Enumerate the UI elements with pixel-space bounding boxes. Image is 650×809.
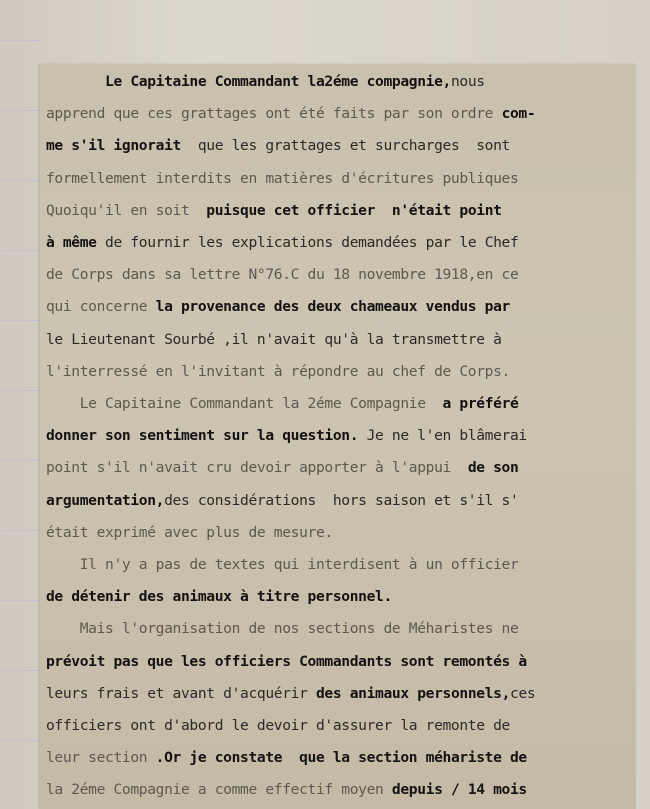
bold-text-run: depuis / 14 mois — [391, 781, 527, 799]
ruled-line — [0, 40, 42, 41]
bold-text-run: prévoit pas que les officiers Commandants sont remontés à — [46, 652, 527, 670]
text-run: Le Capitaine Commandant la 2éme Compagnie — [46, 395, 443, 412]
text-run: formellement interdits en matières d'écritures publiques — [46, 169, 519, 187]
text-line — [46, 653, 586, 671]
bold-text-run: me s'il ignorait — [46, 137, 181, 155]
text-run: ces — [510, 684, 536, 702]
text-run: qui concerne — [46, 298, 156, 316]
text-line — [46, 749, 586, 767]
bold-text-run: donner son sentiment sur la question. — [46, 427, 359, 445]
text-run: l'interressé en l'invitant à répondre au chef de Corps. — [46, 362, 510, 380]
bold-text-run: puisque cet officier n'était point — [206, 201, 502, 219]
text-run: la 2éme Compagnie a comme effectif moyen — [46, 781, 392, 799]
text-run: Il n'y a pas de textes qui interdisent à un officier — [46, 556, 519, 573]
text-line — [46, 170, 586, 188]
ruled-line — [0, 670, 42, 671]
text-line — [46, 492, 586, 510]
text-run: nous — [450, 73, 485, 90]
text-line — [46, 395, 586, 413]
text-run: le Lieutenant Sourbé ,il n'avait qu'à la transmettre à — [46, 330, 502, 348]
text-run: point s'il n'avait cru devoir apporter à l'appui — [46, 459, 468, 477]
bold-text-run: com- — [501, 105, 536, 123]
text-line — [46, 105, 586, 123]
bold-text-run: .Or je constate que la section méhariste de — [155, 749, 527, 767]
ruled-line — [0, 600, 42, 601]
text-line — [46, 298, 586, 316]
text-run: des considérations hors saison et s'il s' — [164, 491, 519, 509]
text-line — [46, 363, 586, 381]
text-line — [46, 427, 586, 445]
text-run — [46, 73, 105, 90]
text-run: était exprimé avec plus de mesure. — [46, 523, 333, 541]
ruled-line — [0, 250, 42, 251]
bold-text-run: a préféré — [442, 395, 519, 412]
text-line — [46, 266, 586, 284]
text-line — [46, 331, 586, 349]
text-run: leur section — [46, 749, 156, 767]
text-run: apprend que ces grattages ont été faits par son ordre — [46, 105, 502, 123]
text-line — [46, 73, 586, 91]
ruled-line — [0, 740, 42, 741]
text-run: de fournir les explications demandées par le Chef — [96, 234, 519, 251]
bold-text-run: Le Capitaine Commandant la2éme compagnie, — [105, 73, 451, 90]
text-run: Je ne l'en blâmerai — [358, 427, 527, 445]
bold-text-run: à même — [46, 234, 97, 251]
text-run: Quoiqu'il en soit — [46, 201, 207, 219]
text-line — [46, 137, 586, 155]
text-run: officiers ont d'abord le devoir d'assurer la remonte de — [46, 717, 510, 734]
ruled-line — [0, 530, 42, 531]
text-run: que les grattages et surcharges sont — [180, 137, 510, 155]
bold-text-run: des animaux personnels, — [315, 684, 511, 702]
text-line — [46, 685, 586, 703]
text-run: Mais l'organisation de nos sections de Méharistes ne — [46, 620, 519, 638]
bold-text-run: argumentation, — [46, 491, 165, 509]
text-line — [46, 202, 586, 220]
ruled-line — [0, 320, 42, 321]
text-run: leurs frais et avant d'acquérir — [46, 684, 316, 702]
text-run: de Corps dans sa lettre N°76.C du 18 novembre 1918,en ce — [46, 266, 519, 284]
text-line — [46, 234, 586, 252]
text-line — [46, 524, 586, 542]
text-line — [46, 620, 586, 638]
bold-text-run: de son — [467, 459, 519, 477]
text-line — [46, 717, 586, 735]
text-line — [46, 588, 586, 606]
ruled-line — [0, 110, 42, 111]
ruled-line — [0, 460, 42, 461]
text-line — [46, 556, 586, 574]
bold-text-run: la provenance des deux chameaux vendus par — [155, 298, 510, 316]
ruled-line — [0, 390, 42, 391]
ruled-line — [0, 180, 42, 181]
text-line — [46, 459, 586, 477]
text-line — [46, 781, 586, 799]
bold-text-run: de détenir des animaux à titre personnel. — [46, 588, 392, 606]
